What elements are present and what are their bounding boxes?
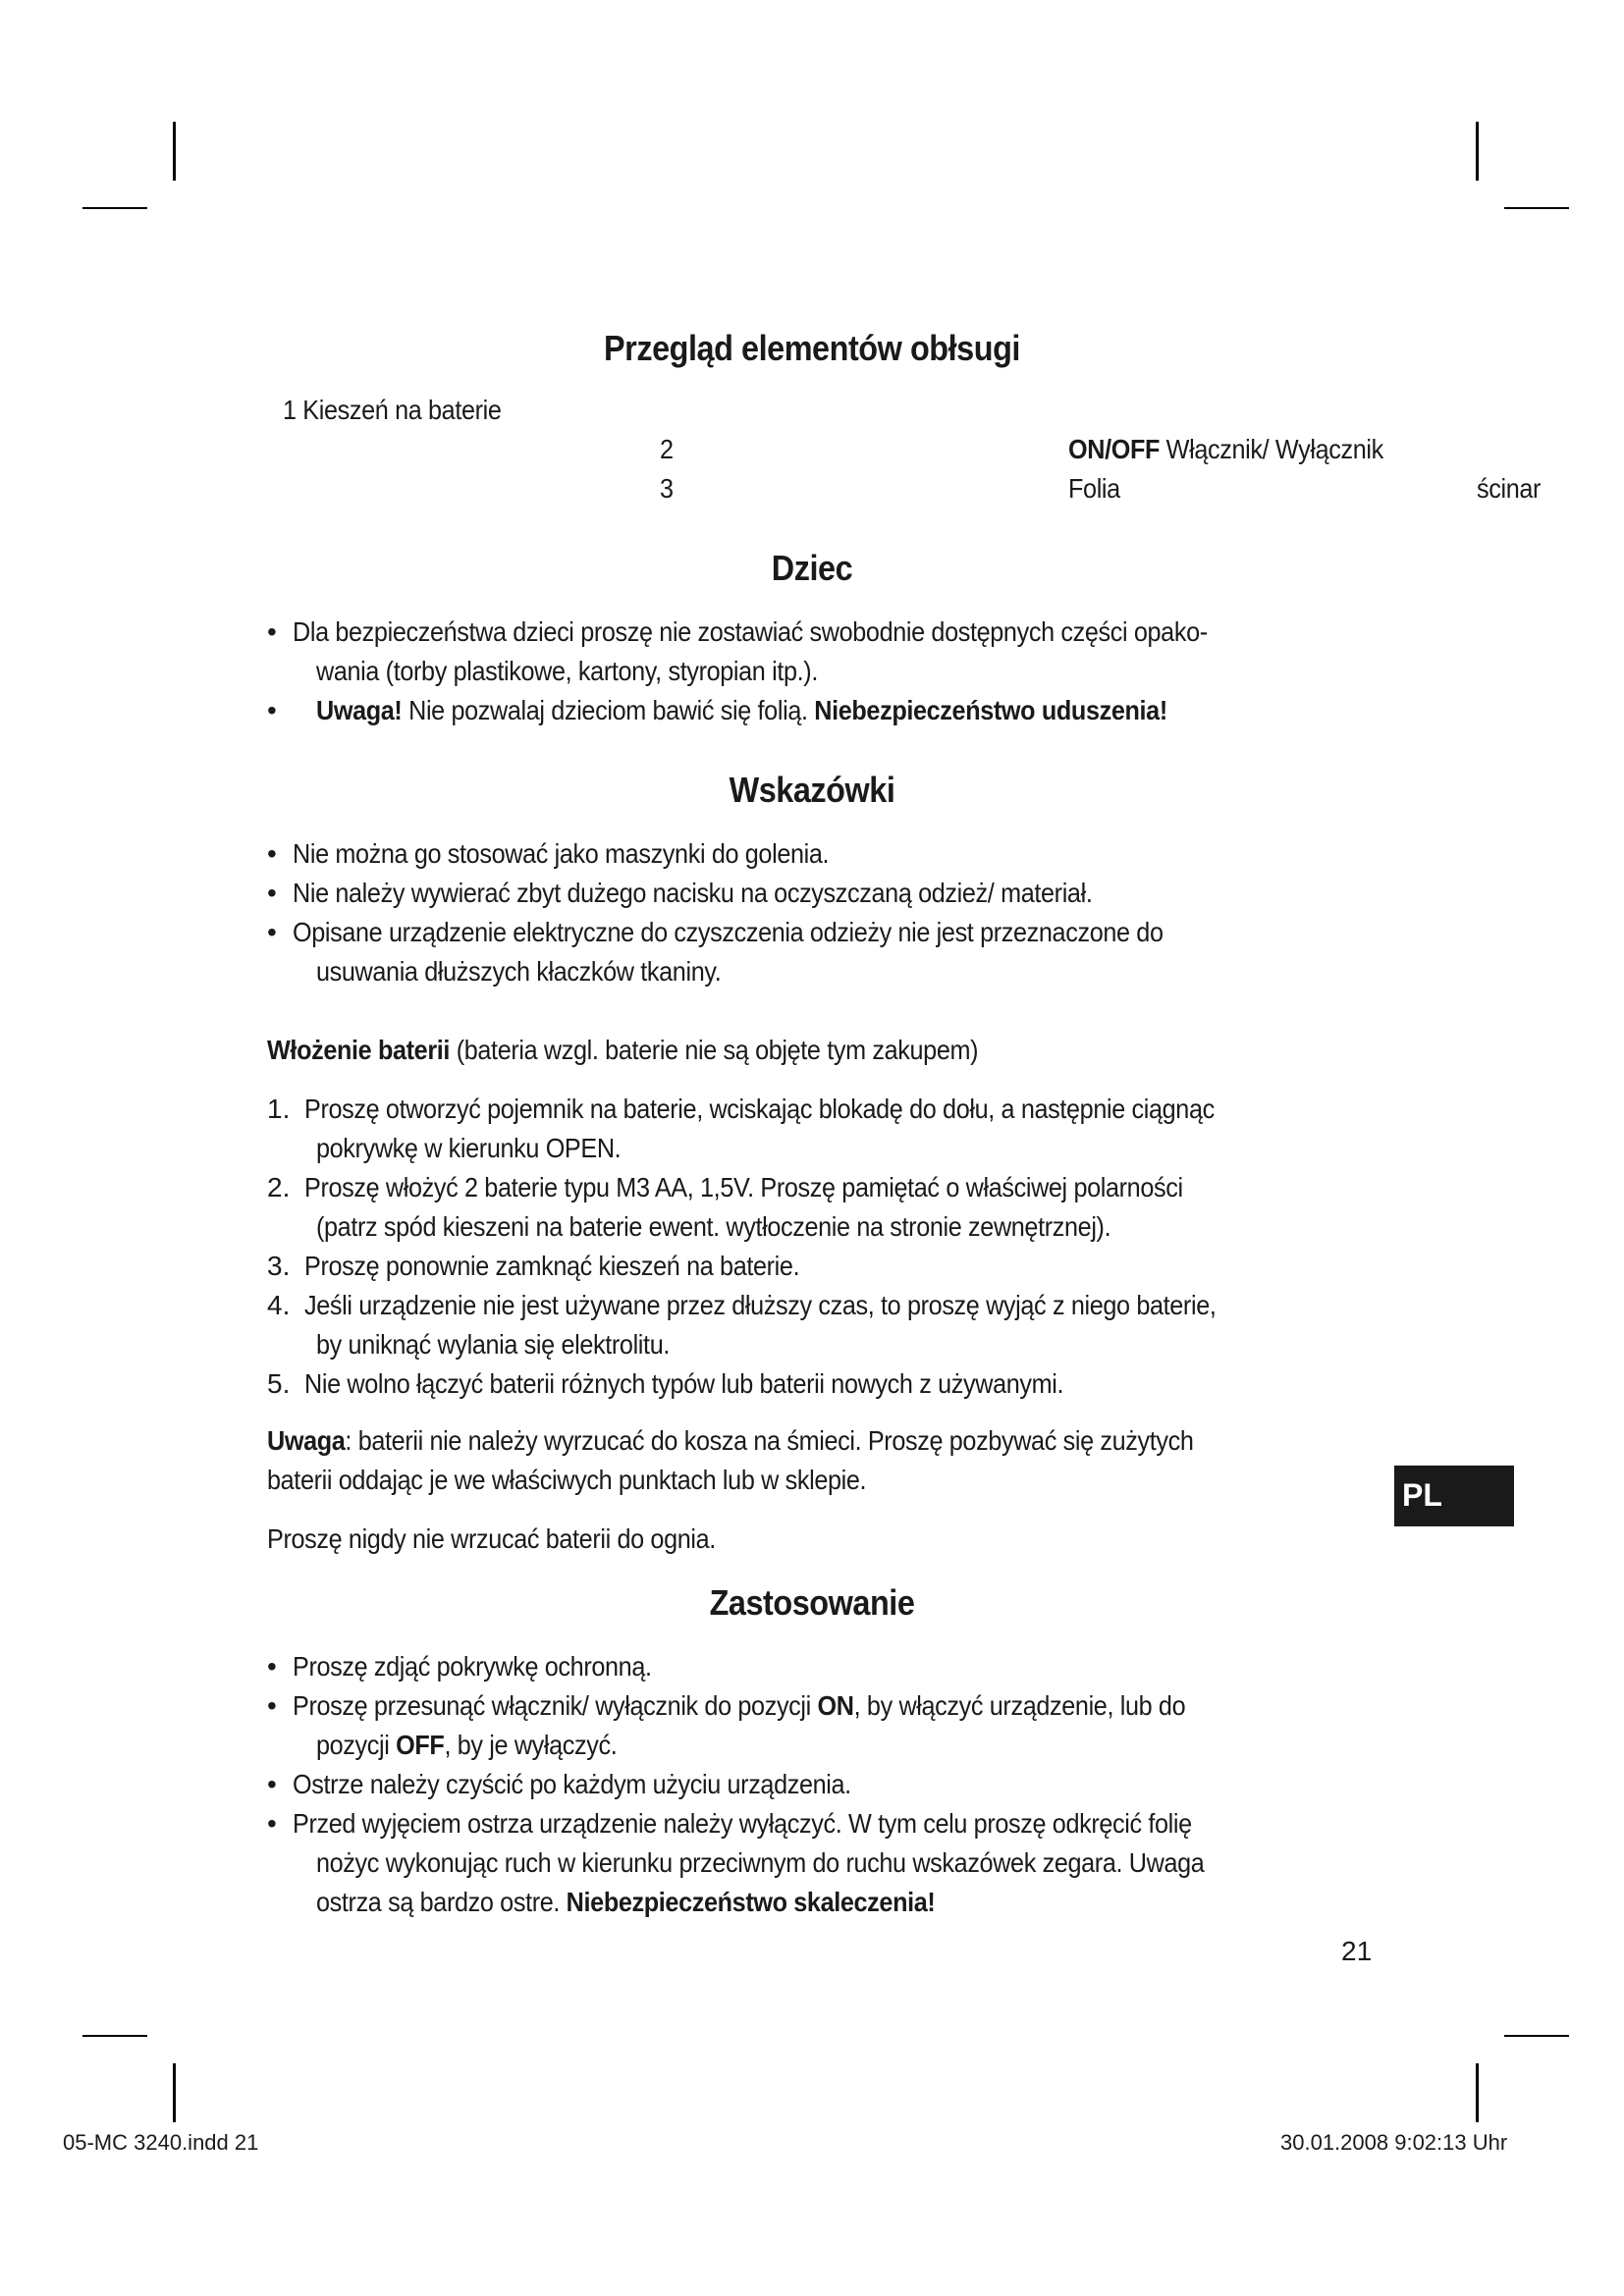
usage-item-2-text-b: , by włączyć urządzenie, lub do <box>853 1690 1186 1721</box>
usage-bullet-2: • <box>267 1690 277 1721</box>
usage-item-2-text-a: Proszę przesunąć włącznik/ wyłącznik do pozycji <box>293 1690 818 1721</box>
battery-step-1-number: 1. <box>267 1094 291 1124</box>
off-label: OFF <box>396 1730 445 1760</box>
battery-note-label: Uwaga <box>267 1425 346 1456</box>
battery-step-1-line-1: Proszę otworzyć pojemnik na baterie, wciskając blokadę do dołu, a następnie ciągnąc <box>304 1094 1215 1124</box>
hints-heading: Wskazówki <box>729 770 895 810</box>
overview-item-2-label <box>1068 430 1383 469</box>
overview-item-3-label: Folia <box>1068 473 1120 504</box>
battery-step-4-number: 4. <box>267 1290 291 1320</box>
suffocation-warning: Niebezpieczeństwo uduszenia! <box>814 695 1167 725</box>
crop-mark-bottom-left-v <box>173 2063 176 2122</box>
on-off-label: ON/OFF <box>1068 434 1161 464</box>
children-bullet-2: • <box>267 695 277 725</box>
usage-heading: Zastosowanie <box>709 1582 915 1623</box>
battery-step-4-line-1: Jeśli urządzenie nie jest używane przez dłuższy czas, to proszę wyjąć z niego baterie, <box>304 1290 1217 1320</box>
overview-item-2-number: 2 <box>660 434 674 464</box>
usage-item-4-text: ostrza są bardzo ostre. <box>316 1887 567 1917</box>
hints-bullet-2: • <box>267 878 277 908</box>
overview-item-3-number: 3 <box>660 473 674 504</box>
battery-step-3-number: 3. <box>267 1251 291 1281</box>
injury-warning: Niebezpieczeństwo skaleczenia! <box>566 1887 936 1917</box>
hints-item-3-line-1: Opisane urządzenie elektryczne do czyszczenia odzieży nie jest przeznaczone do <box>293 917 1164 947</box>
footer-timestamp: 30.01.2008 9:02:13 Uhr <box>1280 2130 1508 2155</box>
crop-mark-bottom-left-h <box>82 2035 147 2037</box>
warning-label: Uwaga! <box>316 695 403 725</box>
usage-item-4-line-3 <box>316 1883 935 1922</box>
children-item-2 <box>316 691 1167 730</box>
hints-item-3-line-2: usuwania dłuższych kłaczków tkaniny. <box>316 956 722 987</box>
on-label: ON <box>817 1690 854 1721</box>
overview-item-3-extra: ścinar <box>1477 473 1542 504</box>
crop-mark-top-left-h <box>82 207 147 209</box>
children-heading: Dziec <box>771 548 853 588</box>
hints-bullet-3: • <box>267 917 277 947</box>
battery-note-line-1 <box>267 1421 1194 1461</box>
page-number: 21 <box>1341 1936 1373 1966</box>
usage-item-2-line-1 <box>293 1686 1185 1726</box>
battery-fire-warning: Proszę nigdy nie wrzucać baterii do ognia. <box>267 1523 716 1554</box>
battery-step-2-line-2: (patrz spód kieszeni na baterie ewent. wytłoczenie na stronie zewnętrznej). <box>316 1211 1111 1242</box>
hints-item-2: Nie należy wywierać zbyt dużego nacisku na oczyszczaną odzież/ materiał. <box>293 878 1093 908</box>
battery-step-2-number: 2. <box>267 1172 291 1202</box>
battery-title <box>267 1031 978 1070</box>
usage-item-2-text-c: pozycji <box>316 1730 397 1760</box>
hints-bullet-1: • <box>267 838 277 869</box>
usage-item-2-text-d: , by je wyłączyć. <box>444 1730 618 1760</box>
usage-item-4-line-1: Przed wyjęciem ostrza urządzenie należy wyłączyć. W tym celu proszę odkręcić folię <box>293 1808 1192 1839</box>
battery-title-bold: Włożenie baterii <box>267 1035 451 1065</box>
usage-item-1: Proszę zdjąć pokrywkę ochronną. <box>293 1651 652 1682</box>
usage-bullet-3: • <box>267 1769 277 1799</box>
battery-step-5-number: 5. <box>267 1368 291 1399</box>
hints-item-1: Nie można go stosować jako maszynki do golenia. <box>293 838 830 869</box>
overview-heading: Przegląd elementów obłsugi <box>604 328 1020 368</box>
usage-bullet-4: • <box>267 1808 277 1839</box>
language-tab: PL <box>1394 1466 1514 1526</box>
crop-mark-bottom-right-h <box>1504 2035 1569 2037</box>
crop-mark-top-right-v <box>1476 122 1479 181</box>
children-item-1-line-1: Dla bezpieczeństwa dzieci proszę nie zostawiać swobodnie dostępnych części opako- <box>293 616 1208 647</box>
battery-step-4-line-2: by uniknąć wylania się elektrolitu. <box>316 1329 670 1360</box>
crop-mark-top-right-h <box>1504 207 1569 209</box>
crop-mark-top-left-v <box>173 122 176 181</box>
children-warning-text: Nie pozwalaj dzieciom bawić się folią. <box>402 695 815 725</box>
battery-title-note: (bateria wzgl. baterie nie są objęte tym zakupem) <box>450 1035 979 1065</box>
battery-step-1-line-2: pokrywkę w kierunku OPEN. <box>316 1133 622 1163</box>
usage-item-2-line-2 <box>316 1726 617 1765</box>
usage-bullet-1: • <box>267 1651 277 1682</box>
usage-item-3: Ostrze należy czyścić po każdym użyciu urządzenia. <box>293 1769 851 1799</box>
footer-file-info: 05-MC 3240.indd 21 <box>63 2130 259 2155</box>
battery-step-3-line-1: Proszę ponownie zamknąć kieszeń na baterie. <box>304 1251 800 1281</box>
battery-step-5-line-1: Nie wolno łączyć baterii różnych typów lub baterii nowych z używanymi. <box>304 1368 1064 1399</box>
usage-item-4-line-2: nożyc wykonując ruch w kierunku przeciwnym do ruchu wskazówek zegara. Uwaga <box>316 1847 1205 1878</box>
overview-item-1: 1 Kieszeń na baterie <box>283 395 502 425</box>
battery-note-line-2: baterii oddając je we właściwych punktach lub w sklepie. <box>267 1465 867 1495</box>
battery-step-2-line-1: Proszę włożyć 2 baterie typu M3 AA, 1,5V. Proszę pamiętać o właściwej polarności <box>304 1172 1183 1202</box>
children-item-1-line-2: wania (torby plastikowe, kartony, styropian itp.). <box>316 656 818 686</box>
crop-mark-bottom-right-v <box>1476 2063 1479 2122</box>
children-bullet-1: • <box>267 616 277 647</box>
battery-note-text: : baterii nie należy wyrzucać do kosza na śmieci. Proszę pozbywać się zużytych <box>345 1425 1194 1456</box>
switch-label: Włącznik/ Wyłącznik <box>1160 434 1383 464</box>
